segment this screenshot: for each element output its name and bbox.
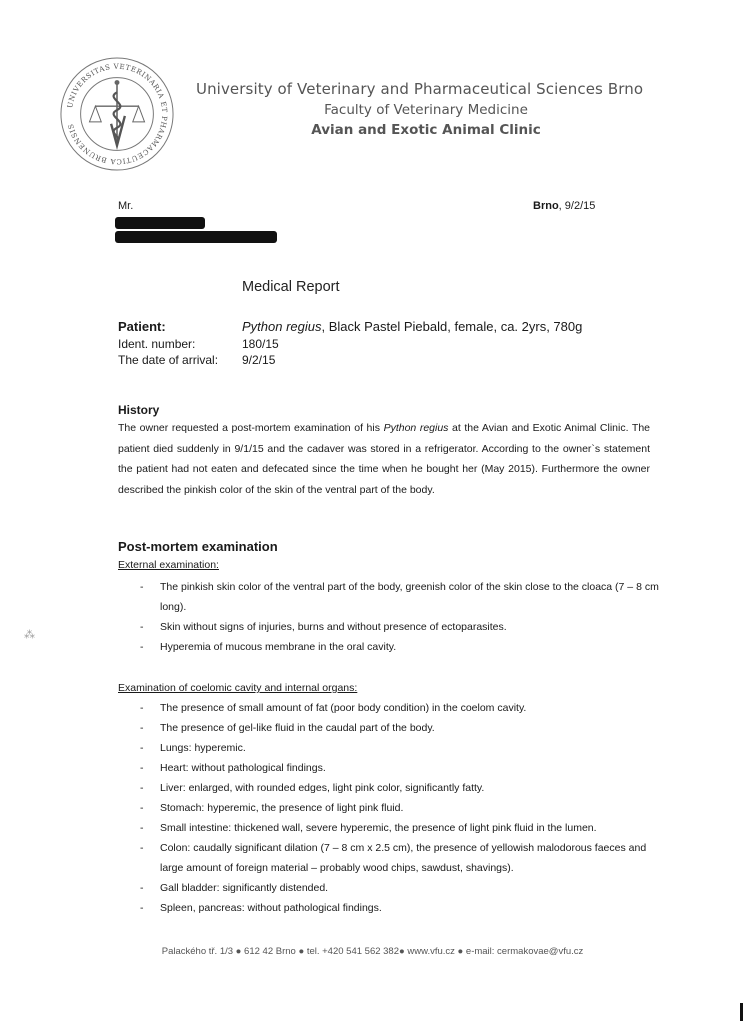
report-date: , 9/2/15 xyxy=(558,200,596,212)
list-item-text: Hyperemia of mucous membrane in the oral cavity. xyxy=(160,641,397,653)
university-seal-logo xyxy=(58,55,176,173)
external-exam-list xyxy=(140,577,660,657)
footer-contact: Palackého tř. 1/3 ● 612 42 Brno ● tel. +420 541 562 382● www.vfu.cz ● e-mail: cermakovae@vfu.cz xyxy=(161,946,584,957)
list-dash: - xyxy=(140,641,144,653)
list-item-text: Liver: enlarged, with rounded edges, light pink color, significantly fatty. xyxy=(160,782,485,794)
list-item xyxy=(140,898,660,918)
patient-label: Patient: xyxy=(118,319,166,334)
list-dash: - xyxy=(140,702,144,714)
list-item xyxy=(140,637,660,657)
list-item xyxy=(140,738,660,758)
list-item-text: Stomach: hyperemic, the presence of light pink fluid. xyxy=(160,802,404,814)
list-item-text: The presence of gel-like fluid in the caudal part of the body. xyxy=(160,722,435,734)
list-item-text: Small intestine: thickened wall, severe hyperemic, the presence of light pink fluid in the lumen. xyxy=(160,822,597,834)
history-text xyxy=(118,418,650,500)
letterhead xyxy=(196,80,656,138)
list-item-text: Colon: caudally significant dilation (7 – 8 cm x 2.5 cm), the presence of yellowish malodorous faeces and large amount of foreign material – probably wood chips, sawdust, shavings). xyxy=(160,842,647,874)
list-dash: - xyxy=(140,842,144,854)
list-item-text: The pinkish skin color of the ventral part of the body, greenish color of the skin close to the cloaca (7 – 8 cm long). xyxy=(160,581,659,613)
university-name: University of Veterinary and Pharmaceutical Sciences Brno xyxy=(196,80,644,98)
redacted-name xyxy=(115,217,205,229)
list-item xyxy=(140,878,660,898)
postmortem-heading: Post-mortem examination xyxy=(118,539,278,554)
seal-ring-text: UNIVERSITAS VETERINARIA ET PHARMACEUTICA BRUNENSIS xyxy=(65,61,170,167)
internal-exam-heading: Examination of coelomic cavity and internal organs: xyxy=(118,682,358,694)
internal-exam-list xyxy=(140,698,660,918)
clinic-name: Avian and Exotic Animal Clinic xyxy=(311,122,541,138)
list-item-text: Gall bladder: significantly distended. xyxy=(160,882,329,894)
edge-mark xyxy=(740,1003,743,1021)
list-item xyxy=(140,577,660,617)
history-heading: History xyxy=(118,403,160,417)
list-dash: - xyxy=(140,762,144,774)
list-dash: - xyxy=(140,742,144,754)
report-date-line xyxy=(533,200,595,212)
ident-number-label: Ident. number: xyxy=(118,337,196,351)
history-species: Python regius xyxy=(383,422,449,434)
list-item xyxy=(140,838,660,878)
arrival-date-label: The date of arrival: xyxy=(118,353,219,367)
list-item-text: The presence of small amount of fat (poor body condition) in the coelom cavity. xyxy=(160,702,527,714)
patient-description: , Black Pastel Piebald, female, ca. 2yrs, 780g xyxy=(321,319,583,334)
list-dash: - xyxy=(140,581,144,593)
list-dash: - xyxy=(140,902,144,914)
list-item xyxy=(140,718,660,738)
list-dash: - xyxy=(140,802,144,814)
list-dash: - xyxy=(140,882,144,894)
list-dash: - xyxy=(140,822,144,834)
redacted-address xyxy=(115,231,277,243)
report-city: Brno xyxy=(533,200,559,212)
history-text-part: at the Avian and Exotic Animal Clinic. The patient died suddenly in 9/1/15 and the cadaver was stored in a refrigerator. According to the owner`s statement the patient had not eaten and defecated since the time when he bought her (May 2015). Furthermore the owner described the pinkish color of the skin of the ventral part of the body. xyxy=(118,422,651,496)
list-item xyxy=(140,617,660,637)
list-item-text: Skin without signs of injuries, burns and without presence of ectoparasites. xyxy=(160,621,507,633)
list-dash: - xyxy=(140,621,144,633)
patient-species: Python regius xyxy=(242,319,322,334)
report-title: Medical Report xyxy=(242,279,340,295)
list-item xyxy=(140,798,660,818)
ident-number-value: 180/15 xyxy=(242,337,279,351)
list-item xyxy=(140,758,660,778)
faculty-name: Faculty of Veterinary Medicine xyxy=(324,102,528,118)
list-dash: - xyxy=(140,782,144,794)
list-dash: - xyxy=(140,722,144,734)
external-exam-heading: External examination: xyxy=(118,559,219,571)
list-item xyxy=(140,818,660,838)
scan-speck: ⁂ xyxy=(24,629,35,641)
list-item-text: Heart: without pathological findings. xyxy=(160,762,326,774)
arrival-date-value: 9/2/15 xyxy=(242,353,276,367)
patient-value xyxy=(242,319,582,334)
addressee-salutation: Mr. xyxy=(118,200,134,212)
list-item xyxy=(140,778,660,798)
history-text-part: The owner requested a post-mortem examination of his xyxy=(118,422,384,434)
list-item xyxy=(140,698,660,718)
list-item-text: Lungs: hyperemic. xyxy=(160,742,246,754)
list-item-text: Spleen, pancreas: without pathological findings. xyxy=(160,902,382,914)
